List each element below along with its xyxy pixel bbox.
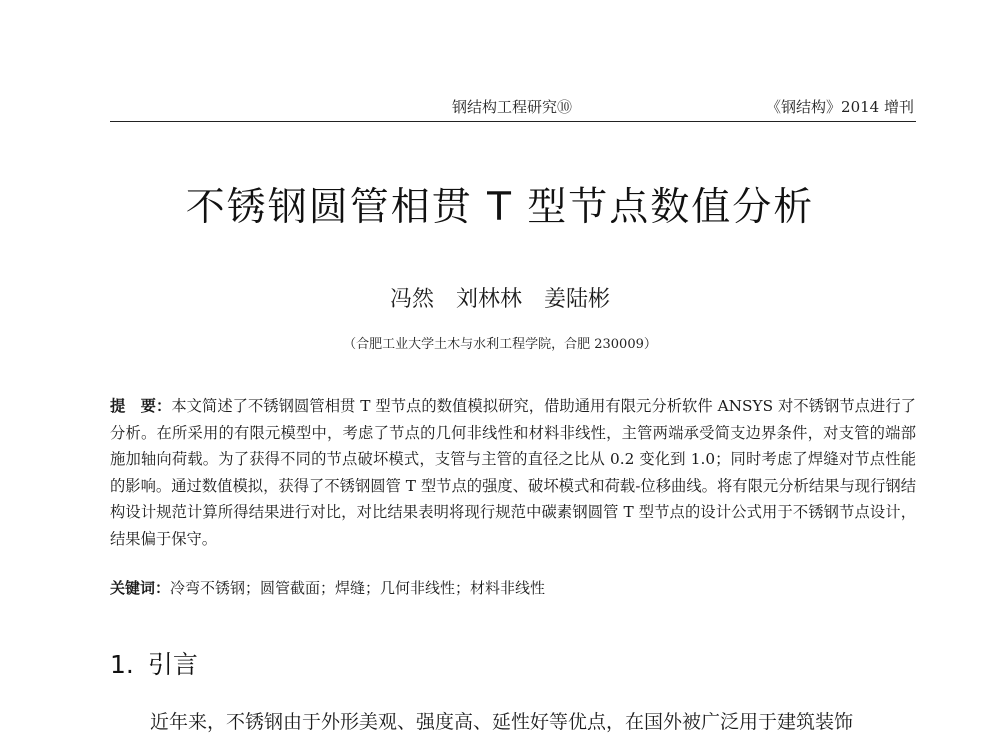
series-title: 钢结构工程研究⑩ — [452, 98, 573, 116]
keywords-label: 关键词： — [110, 579, 171, 597]
journal-issue: 《钢结构》2014 增刊 — [766, 98, 914, 116]
keywords — [110, 577, 916, 598]
affiliation: （合肥工业大学土木与水利工程学院，合肥 230009） — [343, 337, 657, 352]
section-number: 1. — [110, 650, 134, 679]
section-heading — [110, 645, 198, 681]
abstract-text: 本文简述了不锈钢圆管相贯 T 型节点的数值模拟研究，借助通用有限元分析软件 ANSYS 对不锈钢节点进行了分析。在所采用的有限元模型中，考虑了节点的几何非线性和材料非线性，主管两端承受简支边界条件，对支管的端部施加轴向荷载。为了获得不同的节点破坏模式，支管与主管的直径之比从 0.2 变化到 1.0；同时考虑了焊缝对节点性能的影响。通过数值模拟，获得了不锈钢圆管 T 型节点的强度、破坏模式和荷载-位移曲线。将有限元分析结果与现行钢结构设计规范计算所得结果进行对比，对比结果表明将现行规范中碳素钢圆管 T 型节点的设计公式用于不锈钢节点设计，结果偏于保守。 — [110, 397, 916, 548]
header-rule — [110, 121, 916, 122]
body-paragraph: 近年来，不锈钢由于外形美观、强度高、延性好等优点，在国外被广泛用于建筑装饰 — [150, 711, 854, 733]
abstract-label: 提 要： — [110, 397, 172, 415]
section-title: 引言 — [147, 650, 198, 679]
abstract — [110, 393, 916, 552]
author-list: 冯然 刘林林 姜陆彬 — [389, 287, 610, 312]
keywords-text: 冷弯不锈钢；圆管截面；焊缝；几何非线性；材料非线性 — [170, 579, 546, 597]
running-header — [110, 96, 916, 120]
paper-title: 不锈钢圆管相贯 T 型节点数值分析 — [185, 185, 815, 230]
